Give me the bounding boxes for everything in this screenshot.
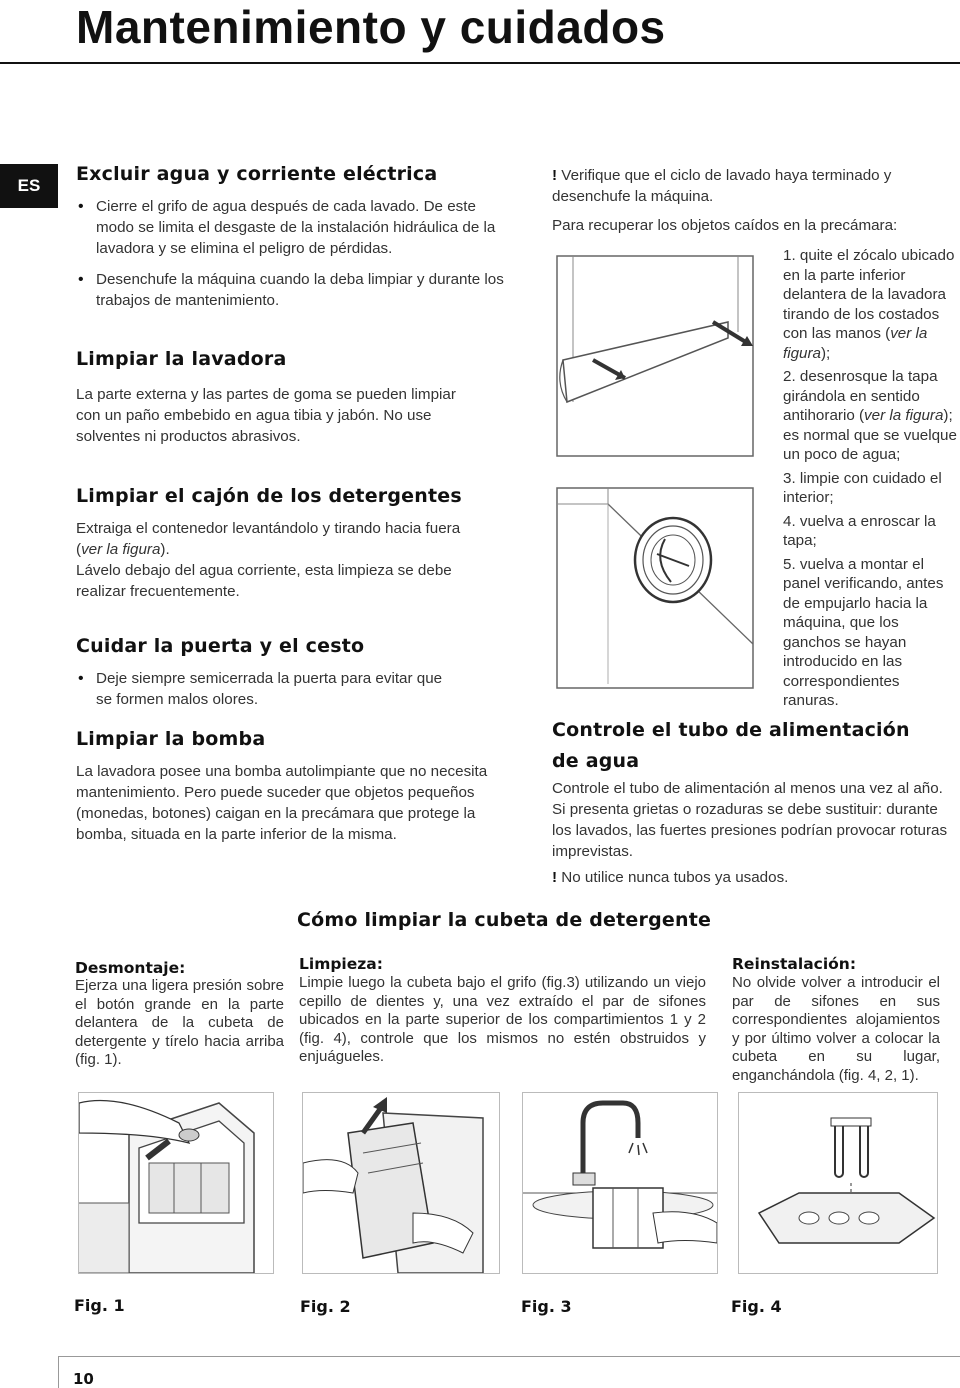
bullet-item: • Desenchufe la máquina cuando la deba limpiar y durante los trabajos de mantenimiento. [76,269,506,311]
text-part: 2. desenrosque la tapa girándola en sentido antihorario ( [783,368,938,424]
heading-limpiar-bomba: Limpiar la bomba [76,728,266,750]
heading-tubo-line2: de agua [552,750,640,772]
fig-2-label: Fig. 2 [300,1297,351,1316]
text-part: Lávelo debajo del agua corriente, esta limpieza se debe realizar frecuentemente. [76,562,452,600]
text-limpiar-bomba: La lavadora posee una bomba autolimpiante que no necesita mantenimiento. Pero puede suceder que objetos pequeños (monedas, botones) caigan en la precámara que protege la bomba, situada en la parte inferior de la misma. [76,763,488,843]
language-tab: ES [0,164,58,208]
fig-2-box [302,1092,500,1274]
steps-recuperar [783,246,958,711]
washer-drawer-icon [79,1093,273,1273]
heading-tubo-line1: Controle el tubo de alimentación [552,719,910,741]
text-part: Verifique que el ciclo de lavado haya terminado y desenchufe la máquina. [552,167,892,205]
text-limpieza: Limpie luego la cubeta bajo el grifo (fig.3) utilizando un viejo cepillo de dientes y, una vez extraído el par de sifones ubicados en la parte superior de los compartimientos 1 y 2 (fig. 4), controle que los mismos no estén obstruidos y enjuágueles. [299,974,706,1065]
bullet-item: • Deje siempre semicerrada la puerta para evitar que se formen malos olores. [76,668,456,710]
section-cuidar-puerta [76,668,456,720]
heading-cubeta: Cómo limpiar la cubeta de detergente [297,909,712,931]
step-1 [783,246,958,363]
filter-cap-icon [553,484,763,694]
bottom-rule [58,1356,960,1357]
page-number: 10 [73,1370,94,1388]
left-rule [58,1356,59,1388]
text-part: ). [160,541,170,558]
step-2 [783,367,958,465]
text-part: Extraiga el contenedor levantándolo y tirando hacia fuera ( [76,520,461,558]
title-limpieza: Limpieza: [299,955,383,973]
text-part: 1. quite el zócalo ubicado en la parte inferior delantera de la lavadora tirando de los costados con las manos ( [783,247,955,342]
heading-cuidar-puerta: Cuidar la puerta y el cesto [76,635,365,657]
fig-3-label: Fig. 3 [521,1297,572,1316]
text-reinstalacion: No olvide volver a introducir el par de sifones en sus correspondientes alojamientos y por último volver a colocar la cubeta en su lugar, enganchándola (fig. 4, 2, 1). [732,974,940,1084]
text-tubo: Controle el tubo de alimentación al menos una vez al año. Si presenta grietas o rozaduras se debe sustituir: durante los lavados, las fuertes presiones podrían provocar roturas imprevistas. [552,780,948,860]
filter-cap-illustration [553,484,763,694]
fig-4-box [738,1092,938,1274]
page-title: Mantenimiento y cuidados [76,1,666,53]
title-rule [0,62,960,64]
heading-excluir-agua: Excluir agua y corriente eléctrica [76,163,438,185]
tap-rinse-icon [523,1093,717,1273]
fig-1-box [78,1092,274,1274]
fig-4-label: Fig. 4 [731,1297,782,1316]
title-desmontaje: Desmontaje: [75,959,186,977]
step-3: 3. limpie con cuidado el interior; [783,469,942,506]
intro-recuperar: Para recuperar los objetos caídos en la precámara: [552,217,898,234]
fig-1-label: Fig. 1 [74,1296,125,1315]
warning-mark: ! [552,869,558,886]
title-reinstalacion: Reinstalación: [732,955,857,973]
drawer-removal-icon [303,1093,499,1273]
plinth-removal-illustration [553,252,763,462]
text-desmontaje: Ejerza una ligera presión sobre el botón grande en la parte delantera de la cubeta de detergente y tírelo hacia arriba (fig. 1). [75,977,284,1068]
plinth-icon [553,252,763,462]
siphon-icon [739,1093,937,1273]
heading-limpiar-lavadora: Limpiar la lavadora [76,348,287,370]
text-emphasis: ver la figura [783,325,928,362]
fig-3-box [522,1092,718,1274]
heading-limpiar-cajon: Limpiar el cajón de los detergentes [76,485,462,507]
warning-tubos-usados [552,867,957,888]
warning-desenchufe [552,165,942,207]
text-limpiar-cajon [76,518,486,602]
bullet-item: • Cierre el grifo de agua después de cada lavado. De este modo se limita el desgaste de la instalación hidráulica de la lavadora y se elimina el peligro de pérdidas. [76,196,506,259]
step-5: 5. vuelva a montar el panel verificando, antes de empujarlo hacia la máquina, que los ganchos se hayan introducido en las correspondientes ranuras. [783,555,944,709]
text-part: ); [821,344,831,362]
step-4: 4. vuelva a enroscar la tapa; [783,512,936,549]
text-emphasis: ver la figura [81,541,161,558]
text-emphasis: ver la figura [864,407,944,424]
text-limpiar-lavadora: La parte externa y las partes de goma se pueden limpiar con un paño embebido en agua tibia y jabón. No use solventes ni productos abrasivos. [76,386,456,445]
text-part: ); es normal que se vuelque un poco de agua; [783,407,957,463]
text-part: No utilice nunca tubos ya usados. [557,869,789,886]
section-excluir-agua [76,196,506,321]
warning-mark: ! [552,167,558,184]
